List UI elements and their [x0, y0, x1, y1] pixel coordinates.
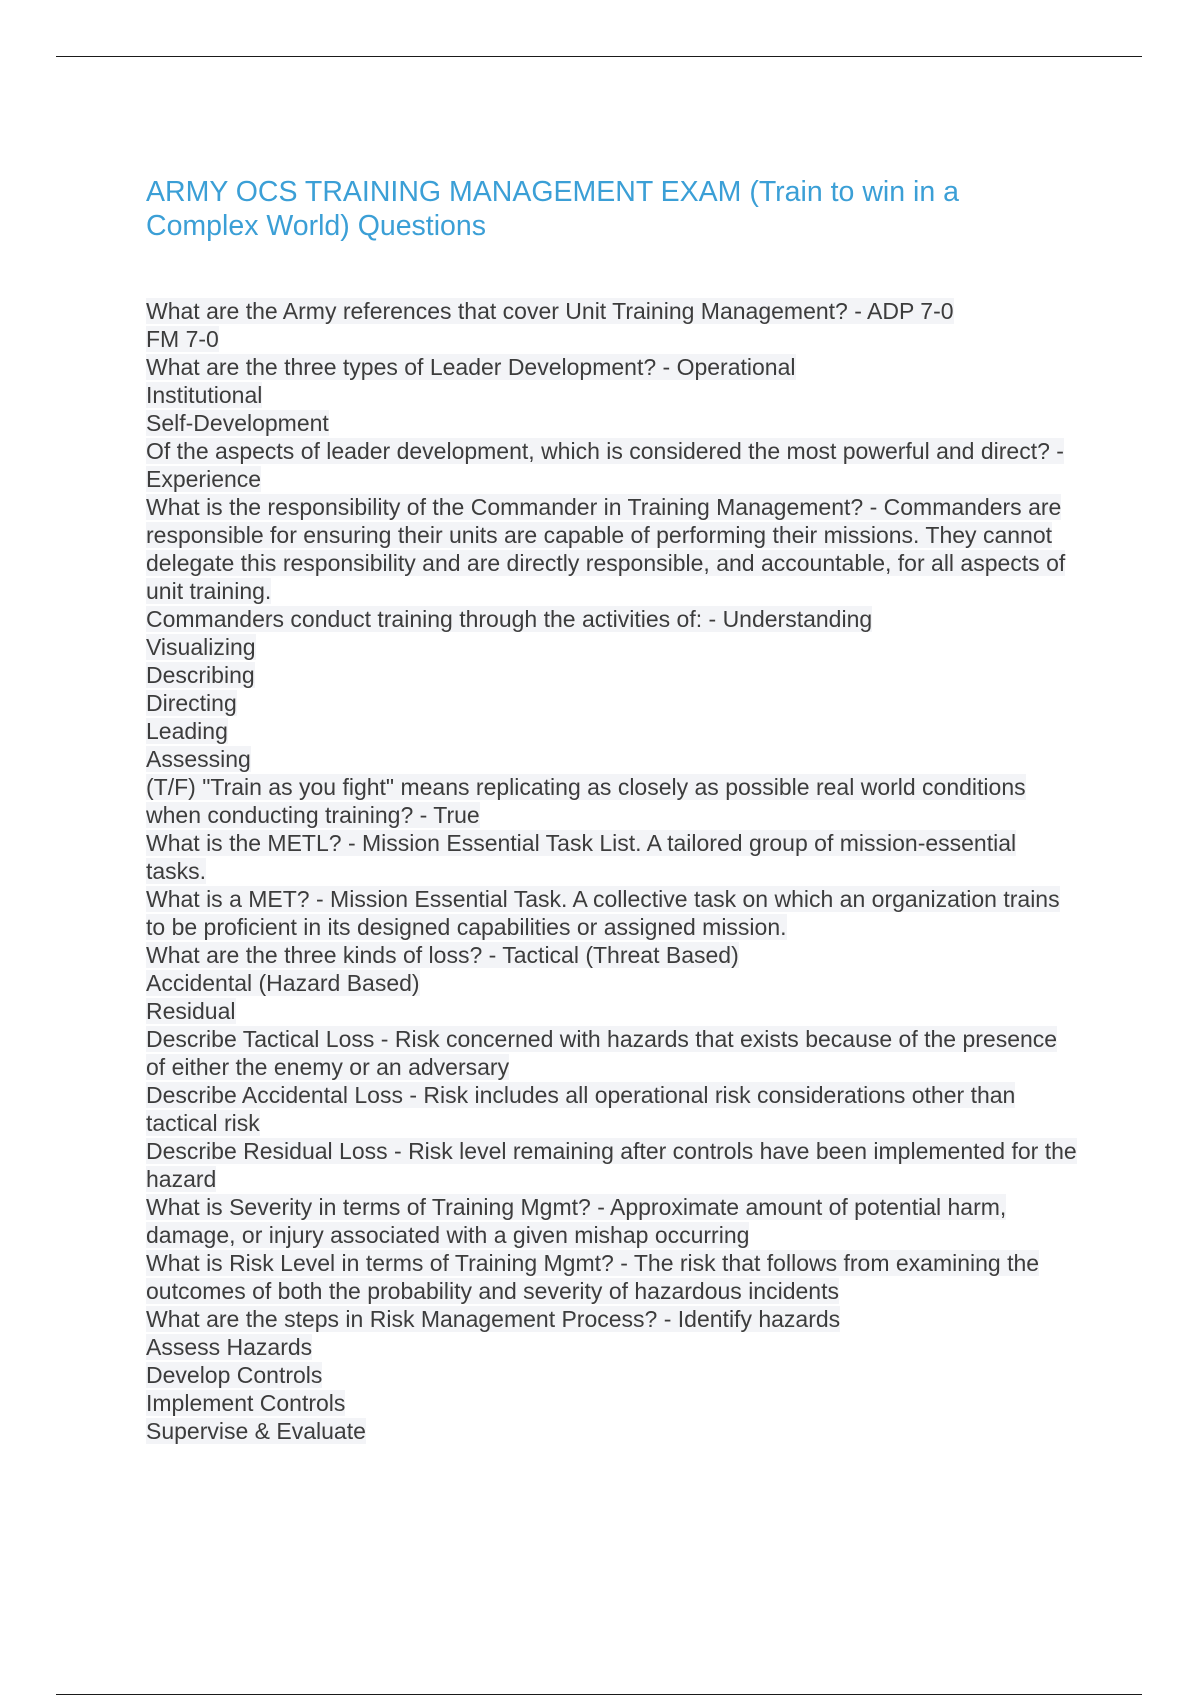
answer-line: Implement Controls — [146, 1390, 346, 1416]
answer-text: Mission Essential Task List. A tailored group of mission-essential tasks. — [146, 830, 1017, 884]
answer-line: Residual — [146, 998, 236, 1024]
question-text: What is the responsibility of the Commander in Training Management? - — [146, 494, 878, 520]
question-text: What is the METL? - — [146, 830, 356, 856]
question-text: What are the Army references that cover Unit Training Management? - — [146, 298, 862, 324]
question-text: Describe Tactical Loss - — [146, 1026, 389, 1052]
answer-text: ADP 7-0 — [867, 298, 954, 324]
answer-text: Commanders are responsible for ensuring their units are capable of performing their missions. They cannot delegate this responsibility and are directly responsible, and accountable, for all aspects of unit training. — [146, 494, 1066, 604]
answer-line: Accidental (Hazard Based) — [146, 970, 420, 996]
qa-item — [146, 941, 1078, 1025]
answer-text: Risk includes all operational risk considerations other than tactical risk — [146, 1082, 1016, 1136]
qa-item — [146, 885, 1078, 941]
question-text: What are the three types of Leader Development? - — [146, 354, 671, 380]
question-text: Describe Accidental Loss - — [146, 1082, 418, 1108]
answer-text: Operational — [676, 354, 796, 380]
question-text: What are the three kinds of loss? - — [146, 942, 497, 968]
qa-item — [146, 1249, 1078, 1305]
question-text: What is Risk Level in terms of Training Mgmt? - — [146, 1250, 628, 1276]
qa-item — [146, 1081, 1078, 1137]
qa-item — [146, 493, 1078, 605]
answer-line: Assessing — [146, 746, 251, 772]
answer-line: Develop Controls — [146, 1362, 323, 1388]
answer-text: Approximate amount of potential harm, damage, or injury associated with a given mishap occurring — [146, 1194, 1007, 1248]
question-text: What is Severity in terms of Training Mgmt? - — [146, 1194, 605, 1220]
question-text: Of the aspects of leader development, which is considered the most powerful and direct? - — [146, 438, 1064, 464]
answer-text: Identify hazards — [677, 1306, 841, 1332]
document-title: ARMY OCS TRAINING MANAGEMENT EXAM (Train to win in a Complex World) Questions — [146, 176, 959, 242]
qa-item — [146, 829, 1078, 885]
header-rule — [56, 56, 1142, 57]
qa-item — [146, 773, 1078, 829]
answer-text: Tactical (Threat Based) — [502, 942, 739, 968]
qa-item — [146, 1137, 1078, 1193]
answer-text: Understanding — [722, 606, 873, 632]
answer-text: The risk that follows from examining the outcomes of both the probability and severity of hazardous incidents — [146, 1250, 1040, 1304]
answer-line: Directing — [146, 690, 237, 716]
question-text: Commanders conduct training through the activities of: - — [146, 606, 717, 632]
answer-text: Experience — [146, 466, 262, 492]
answer-line: Describing — [146, 662, 255, 688]
question-text: What is a MET? - — [146, 886, 324, 912]
answer-line: Visualizing — [146, 634, 256, 660]
answer-line: Leading — [146, 718, 228, 744]
qa-item — [146, 437, 1078, 493]
answer-text: True — [433, 802, 480, 828]
answer-text: Mission Essential Task. A collective task on which an organization trains to be proficient in its designed capabilities or assigned mission. — [146, 886, 1060, 940]
question-list — [146, 297, 1078, 1445]
answer-line: Self-Development — [146, 410, 329, 436]
footer-rule — [56, 1694, 1142, 1695]
answer-text: Risk concerned with hazards that exists because of the presence of either the enemy or an adversary — [146, 1026, 1058, 1080]
qa-item — [146, 605, 1078, 773]
answer-line: Assess Hazards — [146, 1334, 313, 1360]
qa-item — [146, 1025, 1078, 1081]
answer-text: Risk level remaining after controls have been implemented for the hazard — [146, 1138, 1077, 1192]
answer-line: FM 7-0 — [146, 326, 219, 352]
question-text: Describe Residual Loss - — [146, 1138, 402, 1164]
question-text: (T/F) "Train as you fight" means replicating as closely as possible real world conditions when conducting training? - — [146, 774, 1026, 828]
answer-line: Supervise & Evaluate — [146, 1418, 366, 1444]
qa-item — [146, 1305, 1078, 1445]
question-text: What are the steps in Risk Management Process? - — [146, 1306, 672, 1332]
qa-item — [146, 353, 1078, 437]
qa-item — [146, 297, 1078, 353]
answer-line: Institutional — [146, 382, 263, 408]
qa-item — [146, 1193, 1078, 1249]
